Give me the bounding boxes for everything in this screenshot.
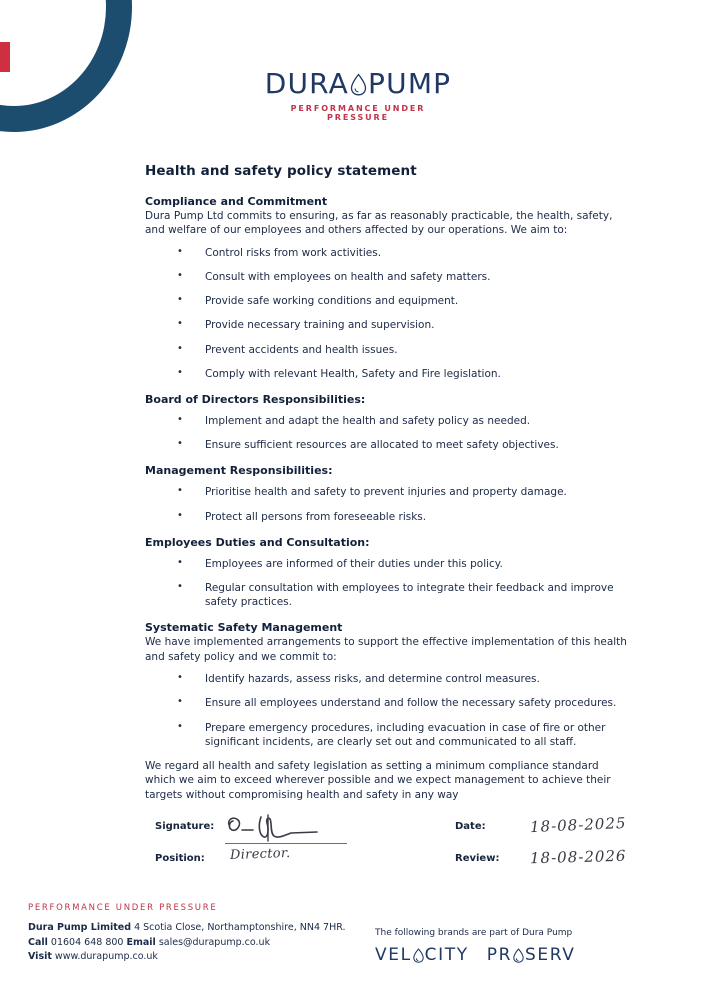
footer-contact-line (28, 936, 358, 951)
decorative-corner-arc (0, 0, 132, 132)
water-droplet-icon (513, 948, 524, 963)
list-item: • Implement and adapt the health and safety policy as needed. (145, 414, 630, 428)
review-handwritten-value: 18-08-2026 (529, 846, 627, 868)
policy-section (145, 393, 630, 452)
brand-logos-row (375, 945, 675, 965)
signature-label: Signature: (155, 821, 215, 832)
list-item: • Provide safe working conditions and equipment. (145, 294, 630, 308)
logo-tagline: PERFORMANCE UNDER PRESSURE (290, 104, 426, 122)
footer-brands-block (375, 928, 675, 965)
policy-sections (145, 195, 630, 749)
footer-call-label: Call (28, 936, 48, 948)
list-item: • Provide necessary training and supervision. (145, 318, 630, 332)
signature-underline (225, 843, 347, 844)
section-paragraph: We have implemented arrangements to support the effective implementation of this health and safety policy and we commit to: (145, 636, 627, 663)
footer-website[interactable]: www.durapump.co.uk (51, 951, 158, 963)
footer-phone: 01604 648 800 (47, 936, 127, 948)
section-heading: Systematic Safety Management (145, 621, 343, 635)
brand-velocity-prefix: VEL (375, 945, 412, 965)
date-handwritten-value: 18-08-2025 (529, 813, 627, 837)
date-label: Date: (455, 821, 486, 832)
footer-visit-label: Visit (28, 951, 52, 963)
footer-email-label: Email (126, 936, 156, 948)
list-item: • Prioritise health and safety to prevent injuries and property damage. (145, 485, 630, 499)
section-bullet-list (145, 414, 630, 452)
policy-section (145, 195, 630, 381)
section-bullet-list (145, 672, 630, 749)
footer-website-line (28, 950, 358, 965)
page-title: Health and safety policy statement (145, 163, 417, 179)
policy-section (145, 621, 630, 749)
position-label: Position: (155, 853, 205, 864)
section-heading: Management Responsibilities: (145, 464, 333, 478)
signature-block (155, 815, 665, 885)
footer-address-line (28, 921, 358, 936)
section-heading: Employees Duties and Consultation: (145, 535, 370, 549)
section-heading: Compliance and Commitment (145, 195, 328, 208)
list-item: • Protect all persons from foreseeable risks. (145, 510, 630, 524)
brands-note: The following brands are part of Dura Pump (375, 928, 573, 938)
footer-address: 4 Scotia Close, Northamptonshire, NN4 7HR. (131, 922, 346, 933)
review-label: Review: (455, 853, 500, 864)
footer-email[interactable]: sales@durapump.co.uk (155, 936, 271, 948)
brand-proserv-suffix: SERV (524, 945, 576, 965)
position-handwritten-value: Director. (229, 845, 291, 864)
brand-velocity-logo (375, 945, 469, 965)
section-bullet-list (145, 557, 630, 610)
company-logo (258, 67, 458, 122)
list-item: • Consult with employees on health and safety matters. (145, 270, 630, 284)
logo-word-dura: DURA (264, 67, 350, 100)
list-item: • Control risks from work activities. (145, 246, 630, 260)
logo-word-pump: PUMP (368, 67, 452, 100)
logo-wordmark (258, 67, 458, 100)
list-item: • Identify hazards, assess risks, and determine control measures. (145, 672, 630, 686)
brand-velocity-suffix: CITY (424, 945, 469, 965)
list-item: • Prepare emergency procedures, including evacuation in case of fire or other significant incidents, are clearly set out and communicated to all staff. (145, 721, 630, 749)
policy-document-body (145, 163, 630, 802)
list-item: • Comply with relevant Health, Safety and Fire legislation. (145, 367, 630, 381)
footer-company-name: Dura Pump Limited (28, 922, 132, 933)
handwritten-signature (225, 813, 345, 845)
section-bullet-list (145, 485, 630, 523)
policy-section (145, 464, 630, 523)
list-item: • Ensure all employees understand and follow the necessary safety procedures. (145, 696, 630, 710)
decorative-red-accent-bar (0, 42, 10, 72)
list-item: • Ensure sufficient resources are allocated to meet safety objectives. (145, 438, 630, 452)
water-droplet-icon (350, 73, 367, 96)
policy-section (145, 536, 630, 610)
water-droplet-icon (413, 948, 424, 963)
section-bullet-list (145, 246, 630, 381)
list-item: • Prevent accidents and health issues. (145, 343, 630, 357)
footer-contact-block (28, 903, 358, 965)
brand-proserv-logo (487, 945, 576, 965)
closing-paragraph: We regard all health and safety legislation as setting a minimum compliance standard which we aim to exceed wherever possible and we expect management to achieve their targets without compromising health and safety in any way (145, 759, 611, 801)
footer-tagline: PERFORMANCE UNDER PRESSURE (28, 903, 218, 913)
brand-proserv-prefix: PR (486, 945, 512, 965)
list-item: • Employees are informed of their duties under this policy. (145, 557, 630, 571)
section-heading: Board of Directors Responsibilities: (145, 393, 366, 406)
section-paragraph: Dura Pump Ltd commits to ensuring, as far as reasonably practicable, the health, safety, and welfare of our employees and others affected by our operations. We aim to: (145, 210, 613, 237)
list-item: • Regular consultation with employees to integrate their feedback and improve safety practices. (145, 581, 630, 609)
